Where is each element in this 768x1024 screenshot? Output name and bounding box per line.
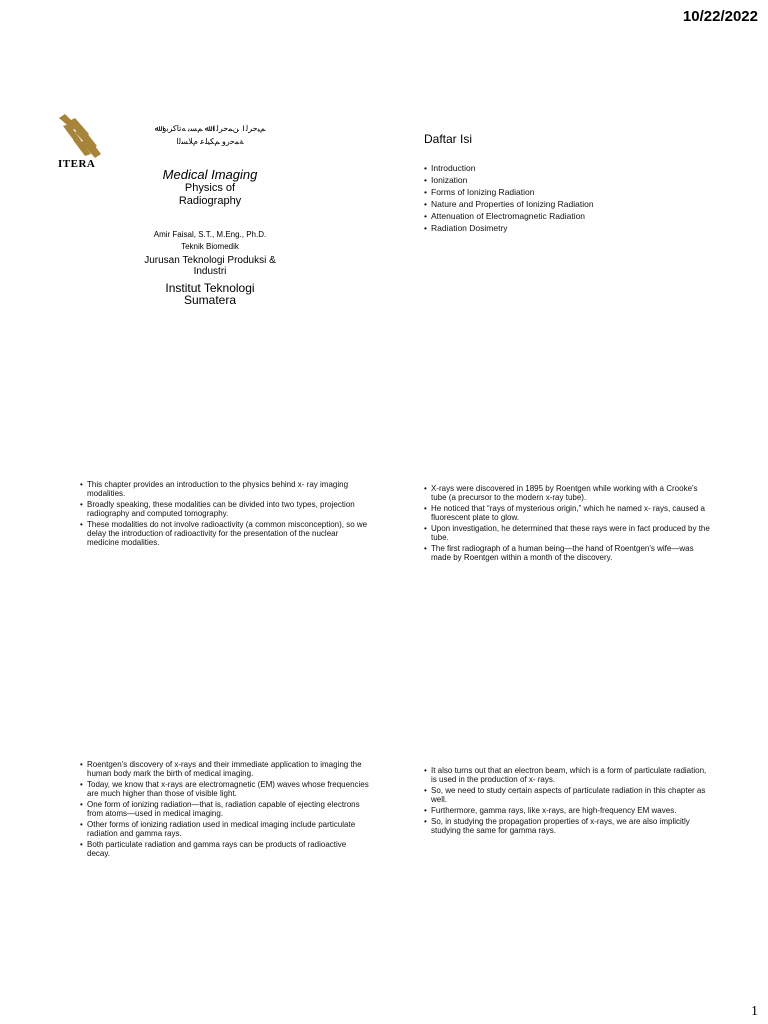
slide-xray-discovery bbox=[424, 484, 714, 564]
author-block bbox=[120, 229, 300, 253]
print-date: 10/22/2022 bbox=[682, 8, 758, 25]
subtitle-line-1: Physics of bbox=[184, 182, 236, 194]
bullet-list bbox=[424, 766, 714, 835]
list-item: • So, in studying the propagation properties of x-rays, we are also implicitly studying the same for gamma rays. bbox=[424, 817, 714, 835]
arabic-line-2: ﺔﻤﺣرو ﻢﻜﯿﻠﻋ مﻼﺴﻟا bbox=[176, 137, 244, 146]
slide-table-of-contents bbox=[424, 132, 714, 236]
institute-line-2: Sumatera bbox=[183, 293, 237, 307]
department-line-1: Jurusan Teknologi Produksi & bbox=[144, 255, 276, 266]
list-item: • Other forms of ionizing radiation used in medical imaging include particulate radiation and gamma rays. bbox=[80, 820, 370, 838]
logo-text: ITERA bbox=[58, 158, 96, 170]
program-name: Teknik Biomedik bbox=[181, 242, 239, 251]
toc-heading: Daftar Isi bbox=[424, 132, 473, 146]
bullet-list bbox=[80, 480, 370, 547]
slide-title bbox=[55, 112, 355, 342]
page-number: 1 bbox=[751, 1004, 758, 1019]
list-item: • It also turns out that an electron beam, which is a form of particulate radiation, is used in the production of x- rays. bbox=[424, 766, 714, 784]
list-item: • Upon investigation, he determined that these rays were in fact produced by the tube. bbox=[424, 524, 714, 542]
slide-introduction bbox=[80, 480, 370, 549]
list-item: • One form of ionizing radiation—that is, radiation capable of ejecting electrons from atoms—used in medical imaging. bbox=[80, 800, 370, 818]
list-item: • He noticed that “rays of mysterious origin,” which he named x- rays, caused a fluorescent plate to glow. bbox=[424, 504, 714, 522]
slide-title-text: Medical Imaging bbox=[162, 167, 258, 182]
toc-list bbox=[424, 164, 714, 233]
bullet-list bbox=[80, 760, 370, 858]
list-item: • Introduction bbox=[424, 164, 714, 173]
list-item: • Both particulate radiation and gamma rays can be products of radioactive decay. bbox=[80, 840, 370, 858]
institute-block bbox=[120, 282, 300, 306]
list-item: • This chapter provides an introduction to the physics behind x- ray imaging modalities. bbox=[80, 480, 370, 498]
list-item: • Attenuation of Electromagnetic Radiation bbox=[424, 212, 714, 221]
list-item: • Today, we know that x-rays are electromagnetic (EM) waves whose frequencies are much higher than those of visible light. bbox=[80, 780, 370, 798]
list-item: • Radiation Dosimetry bbox=[424, 224, 714, 233]
department-line-2: Industri bbox=[193, 266, 227, 277]
list-item: • Broadly speaking, these modalities can be divided into two types, projection radiography and computed tomography. bbox=[80, 500, 370, 518]
bullet-list bbox=[424, 484, 714, 562]
list-item: • Roentgen's discovery of x-rays and their immediate application to imaging the human body mark the birth of medical imaging. bbox=[80, 760, 370, 778]
list-item: • So, we need to study certain aspects of particulate radiation in this chapter as well. bbox=[424, 786, 714, 804]
slide-particulate-radiation bbox=[424, 766, 714, 837]
list-item: • Forms of Ionizing Radiation bbox=[424, 188, 714, 197]
list-item: • The first radiograph of a human being—the hand of Roentgen's wife—was made by Roentgen within a month of the discovery. bbox=[424, 544, 714, 562]
subtitle-line-2: Radiography bbox=[178, 195, 242, 207]
department-block bbox=[120, 255, 300, 277]
list-item: • Furthermore, gamma rays, like x-rays, are high-frequency EM waves. bbox=[424, 806, 714, 815]
slide-subtitle bbox=[120, 182, 300, 208]
arabic-greeting bbox=[135, 122, 285, 148]
author-name: Amir Faisal, S.T., M.Eng., Ph.D. bbox=[153, 230, 267, 239]
arabic-line-1: ﻢﯿﺣﺮﻟا ﻦﻤﺣﺮﻟا ﷲ ﻢﺴﺑ ﻪﺗﺎﻛﺮﺑو ﷲ bbox=[154, 124, 266, 133]
institute-line-1: Institut Teknologi bbox=[165, 281, 255, 295]
list-item: • Nature and Properties of Ionizing Radiation bbox=[424, 200, 714, 209]
slide-ionizing-radiation bbox=[80, 760, 370, 860]
list-item: • These modalities do not involve radioactivity (a common misconception), so we delay the introduction of radioactivity for the presentation of the nuclear medicine modalities. bbox=[80, 520, 370, 547]
list-item: • Ionization bbox=[424, 176, 714, 185]
list-item: • X-rays were discovered in 1895 by Roentgen while working with a Crooke's tube (a precursor to the modern x-ray tube). bbox=[424, 484, 714, 502]
